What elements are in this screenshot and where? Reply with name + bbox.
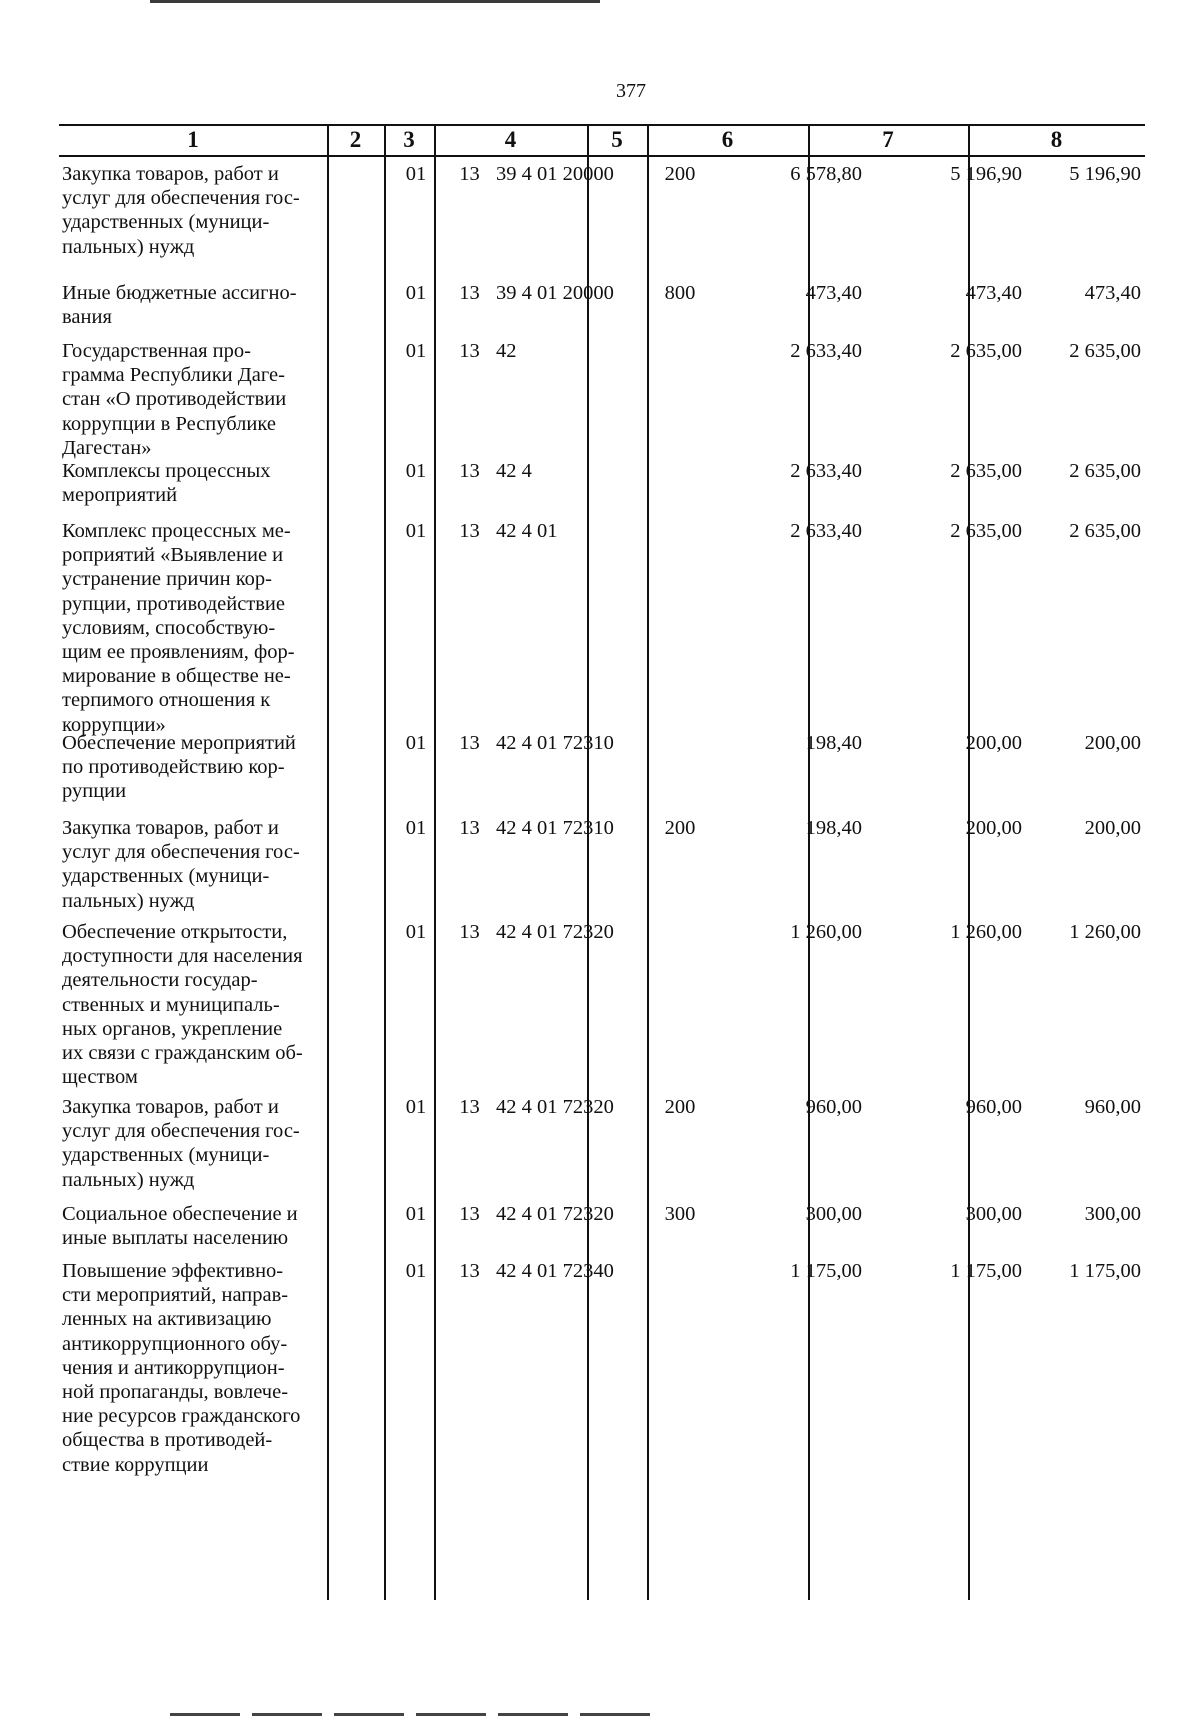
column-header: 4 bbox=[504, 127, 517, 152]
target-article-code: 42 4 01 72320 bbox=[496, 1203, 614, 1225]
section-code: 01 bbox=[405, 520, 427, 542]
amount-col8: 2 635,00 bbox=[1069, 520, 1141, 542]
amount-col6: 300,00 bbox=[805, 1203, 862, 1225]
amount-col7: 2 635,00 bbox=[950, 520, 1022, 542]
amount-col7: 473,40 bbox=[965, 282, 1022, 304]
amount-col7: 2 635,00 bbox=[950, 340, 1022, 362]
row-description: Обеспечение открытости, доступности для населения деятельности государ- ственных и муниципаль- ных органов, укрепление их связи с гражданским об- ществом bbox=[62, 921, 303, 1089]
section-code: 01 bbox=[405, 340, 427, 362]
page-number: 377 bbox=[616, 80, 646, 102]
row-description: Закупка товаров, работ и услуг для обеспечения гос- ударственных (муници- пальных) нужд bbox=[62, 1096, 300, 1191]
amount-col6: 473,40 bbox=[805, 282, 862, 304]
amount-col8: 473,40 bbox=[1084, 282, 1141, 304]
amount-col7: 960,00 bbox=[965, 1096, 1022, 1118]
target-article-code: 42 bbox=[496, 340, 517, 362]
target-article-code: 42 4 01 bbox=[496, 520, 558, 542]
section-code: 01 bbox=[405, 1203, 427, 1225]
column-header: 5 bbox=[611, 127, 623, 152]
amount-col7: 1 175,00 bbox=[950, 1260, 1022, 1282]
amount-col8: 1 260,00 bbox=[1069, 921, 1141, 943]
subsection-code: 13 bbox=[459, 460, 480, 482]
target-article-code: 39 4 01 20000 bbox=[496, 163, 614, 185]
column-header: 1 bbox=[187, 127, 199, 152]
amount-col7: 2 635,00 bbox=[950, 460, 1022, 482]
target-article-code: 42 4 01 72340 bbox=[496, 1260, 614, 1282]
section-code: 01 bbox=[405, 817, 427, 839]
column-header: 8 bbox=[1050, 127, 1063, 152]
amount-col6: 2 633,40 bbox=[790, 460, 862, 482]
amount-col8: 5 196,90 bbox=[1069, 163, 1141, 185]
expense-type-code: 300 bbox=[664, 1203, 696, 1225]
amount-col7: 300,00 bbox=[965, 1203, 1022, 1225]
amount-col7: 200,00 bbox=[965, 817, 1022, 839]
amount-col8: 300,00 bbox=[1084, 1203, 1141, 1225]
subsection-code: 13 bbox=[459, 1260, 480, 1282]
row-description: Обеспечение мероприятий по противодействию кор- рупции bbox=[62, 732, 296, 803]
target-article-code: 42 4 01 72310 bbox=[496, 732, 614, 754]
amount-col7: 1 260,00 bbox=[950, 921, 1022, 943]
target-article-code: 42 4 01 72320 bbox=[496, 921, 614, 943]
subsection-code: 13 bbox=[459, 1096, 480, 1118]
row-description: Иные бюджетные ассигно- вания bbox=[62, 282, 297, 329]
section-code: 01 bbox=[405, 1260, 427, 1282]
subsection-code: 13 bbox=[459, 1203, 480, 1225]
amount-col6: 6 578,80 bbox=[790, 163, 862, 185]
subsection-code: 13 bbox=[459, 340, 480, 362]
section-code: 01 bbox=[405, 1096, 427, 1118]
subsection-code: 13 bbox=[459, 817, 480, 839]
subsection-code: 13 bbox=[459, 282, 480, 304]
amount-col6: 2 633,40 bbox=[790, 520, 862, 542]
section-code: 01 bbox=[405, 163, 427, 185]
row-description: Закупка товаров, работ и услуг для обеспечения гос- ударственных (муници- пальных) нужд bbox=[62, 817, 300, 912]
row-description: Социальное обеспечение и иные выплаты населению bbox=[62, 1203, 298, 1250]
column-header: 2 bbox=[349, 127, 362, 152]
section-code: 01 bbox=[405, 460, 427, 482]
expense-type-code: 200 bbox=[664, 817, 696, 839]
scan-artifact-top bbox=[150, 0, 600, 3]
scan-artifact-bottom bbox=[170, 1713, 650, 1716]
column-header: 7 bbox=[882, 127, 894, 152]
amount-col8: 200,00 bbox=[1084, 817, 1141, 839]
amount-col6: 198,40 bbox=[805, 732, 862, 754]
row-description: Государственная про- грамма Республики Даге- стан «О противодействии коррупции в Республике Дагестан» bbox=[62, 340, 287, 459]
target-article-code: 42 4 bbox=[496, 460, 532, 482]
amount-col6: 2 633,40 bbox=[790, 340, 862, 362]
target-article-code: 39 4 01 20000 bbox=[496, 282, 614, 304]
section-code: 01 bbox=[405, 732, 427, 754]
amount-col6: 960,00 bbox=[805, 1096, 862, 1118]
subsection-code: 13 bbox=[459, 520, 480, 542]
column-divider bbox=[384, 124, 386, 1600]
amount-col8: 1 175,00 bbox=[1069, 1260, 1141, 1282]
amount-col6: 198,40 bbox=[805, 817, 862, 839]
budget-table bbox=[59, 124, 1145, 1600]
target-article-code: 42 4 01 72310 bbox=[496, 817, 614, 839]
target-article-code: 42 4 01 72320 bbox=[496, 1096, 614, 1118]
expense-type-code: 200 bbox=[664, 1096, 696, 1118]
row-description: Закупка товаров, работ и услуг для обеспечения гос- ударственных (муници- пальных) нужд bbox=[62, 163, 300, 258]
row-description: Повышение эффективно- сти мероприятий, направ- ленных на активизацию антикоррупционного обу- чения и антикоррупцион- ной пропаганды, вовлече- ние ресурсов гражданского общества в противодей- ствие коррупции bbox=[62, 1260, 301, 1476]
amount-col8: 200,00 bbox=[1084, 732, 1141, 754]
section-code: 01 bbox=[405, 921, 427, 943]
row-description: Комплекс процессных ме- роприятий «Выявление и устранение причин кор- рупции, противодействие условиям, способствую- щим ее проявлениям, фор- мирование в обществе не- терпимого отношения к коррупции» bbox=[62, 520, 295, 736]
amount-col7: 200,00 bbox=[965, 732, 1022, 754]
subsection-code: 13 bbox=[459, 921, 480, 943]
amount-col8: 2 635,00 bbox=[1069, 460, 1141, 482]
amount-col6: 1 260,00 bbox=[790, 921, 862, 943]
subsection-code: 13 bbox=[459, 163, 480, 185]
column-header: 3 bbox=[403, 127, 415, 152]
row-description: Комплексы процессных мероприятий bbox=[62, 460, 271, 507]
header-bottom-rule bbox=[59, 155, 1145, 157]
column-header: 6 bbox=[721, 127, 734, 152]
subsection-code: 13 bbox=[459, 732, 480, 754]
section-code: 01 bbox=[405, 282, 427, 304]
amount-col7: 5 196,90 bbox=[950, 163, 1022, 185]
expense-type-code: 800 bbox=[664, 282, 696, 304]
amount-col8: 2 635,00 bbox=[1069, 340, 1141, 362]
expense-type-code: 200 bbox=[664, 163, 696, 185]
amount-col8: 960,00 bbox=[1084, 1096, 1141, 1118]
amount-col6: 1 175,00 bbox=[790, 1260, 862, 1282]
